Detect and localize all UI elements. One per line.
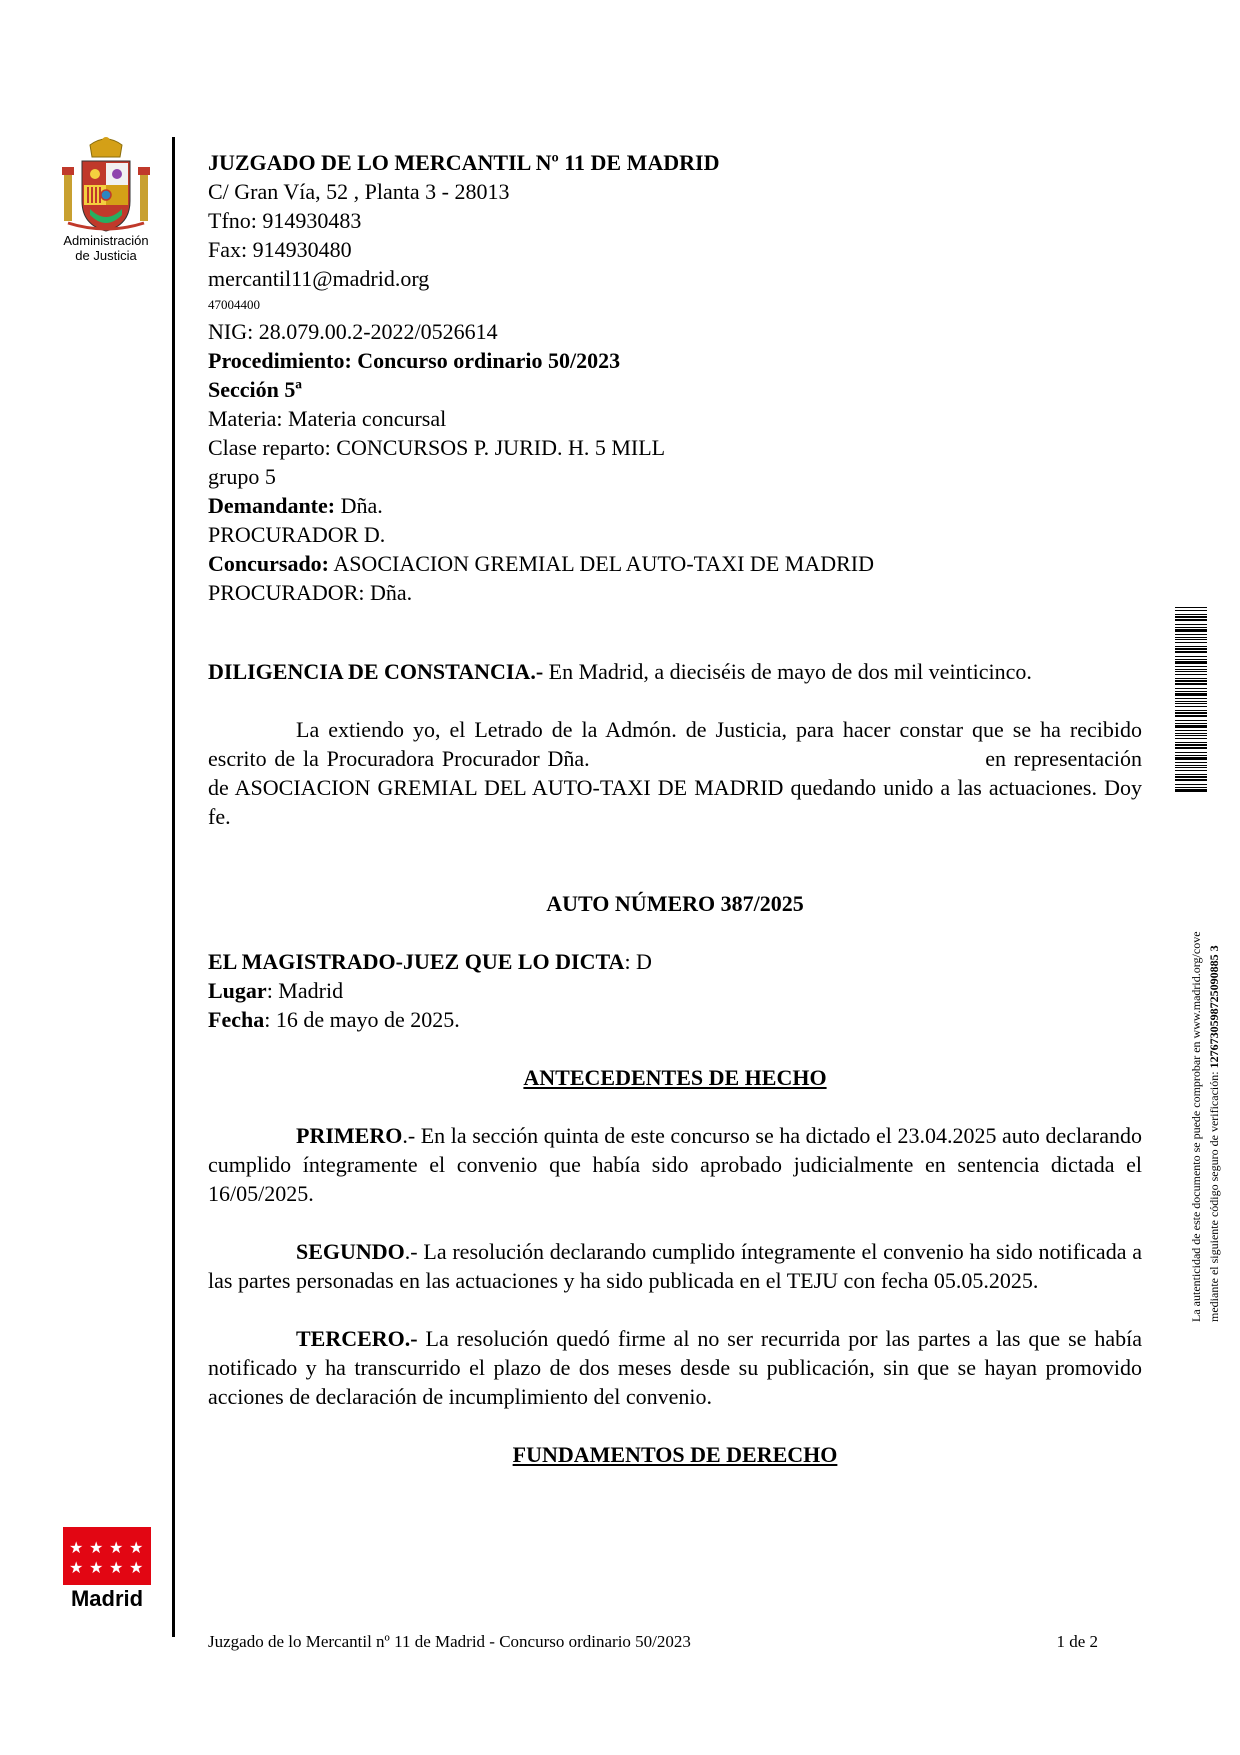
diligencia-body: La extiendo yo, el Letrado de la Admón. de Justicia, para hacer constar que se ha recibido escrito de la Procuradora Procurador Dña. en representación de ASOCIACION GREMIAL DEL AUTO-TAXI DE MADRID quedando unido a las actuaciones. Doy fe. [208,717,1143,829]
court-name: JUZGADO DE LO MERCANTIL Nº 11 DE MADRID [208,150,720,175]
antecedentes-title: ANTECEDENTES DE HECHO [523,1065,827,1090]
grupo: grupo 5 [208,464,276,489]
verification-note: La autenticidad de este documento se puede comprobar en www.madrid.org/cove mediante el siguiente código seguro de verificación: 1276730598725090885 3 [1189,931,1221,1322]
primero-paragraph: PRIMERO.- En la sección quinta de este concurso se ha dictado el 23.04.2025 auto declarando cumplido íntegramente el convenio que había sido aprobado judicialmente en sentencia dictada el 16/05/2025. [208,1123,1142,1206]
svg-text:★: ★ [129,1538,144,1557]
concursado: Concursado: ASOCIACION GREMIAL DEL AUTO-TAXI DE MADRID [208,551,874,576]
court-code: 47004400 [208,297,260,312]
nig: NIG: 28.079.00.2-2022/0526614 [208,319,498,344]
comunidad-madrid-logo [63,1527,151,1585]
lugar: Lugar: Madrid [208,978,344,1003]
magistrado: EL MAGISTRADO-JUEZ QUE LO DICTA: D [208,949,652,974]
madrid-label: Madrid [70,1586,144,1611]
matter: Materia: Materia concursal [208,406,447,431]
court-fax: Fax: 914930480 [208,237,352,262]
diligencia-paragraph: DILIGENCIA DE CONSTANCIA.- En Madrid, a dieciséis de mayo de dos mil veinticinco. [208,659,1032,684]
svg-text:★: ★ [109,1538,124,1557]
admin-justicia-label: Administración de Justicia [63,233,149,263]
svg-text:★: ★ [69,1538,84,1557]
auto-title: AUTO NÚMERO 387/2025 [546,891,804,916]
tercero-paragraph: TERCERO.- La resolución quedó firme al no ser recurrida por las partes a las que se había notificado y ha transcurrido el plazo de dos meses desde su publicación, sin que se hayan promovido acciones de declaración de incumplimiento del convenio. [208,1326,1142,1409]
svg-text:★: ★ [109,1558,124,1577]
plaintiff: Demandante: Dña. [208,493,383,518]
section: Sección 5ª [208,377,302,402]
verification-code: 1276730598725090885 3 [1207,945,1221,1069]
svg-text:★: ★ [69,1558,84,1577]
redaction [597,752,977,770]
case-header [208,148,1142,607]
footer-case: Juzgado de lo Mercantil nº 11 de Madrid - Concurso ordinario 50/2023 [208,1632,691,1651]
page-number: 1 de 2 [1056,1632,1098,1651]
procurador-plaintiff: PROCURADOR D. [208,522,386,547]
fecha: Fecha: 16 de mayo de 2025. [208,1007,460,1032]
svg-text:★: ★ [89,1538,104,1557]
coat-of-arms-icon [60,135,152,235]
court-phone: Tfno: 914930483 [208,208,362,233]
segundo-paragraph: SEGUNDO.- La resolución declarando cumplido íntegramente el convenio ha sido notificada a las partes personadas en las actuaciones y ha sido publicada en el TEJU con fecha 05.05.2025. [208,1239,1142,1293]
left-margin-rule [172,137,175,1637]
page-footer [208,1632,1098,1652]
document-body [208,148,1142,1469]
clase-reparto: Clase reparto: CONCURSOS P. JURID. H. 5 MILL [208,435,666,460]
fundamentos-title: FUNDAMENTOS DE DERECHO [512,1442,838,1467]
svg-text:★: ★ [129,1558,144,1577]
court-address: C/ Gran Vía, 52 , Planta 3 - 28013 [208,179,510,204]
procedure: Procedimiento: Concurso ordinario 50/2023 [208,348,621,373]
court-email: mercantil11@madrid.org [208,266,430,291]
auto-meta [208,947,1142,1034]
procurador-concursado: PROCURADOR: Dña. [208,580,413,605]
svg-text:★: ★ [89,1558,104,1577]
barcode-icon [1175,607,1207,792]
stars-icon [63,1527,151,1585]
